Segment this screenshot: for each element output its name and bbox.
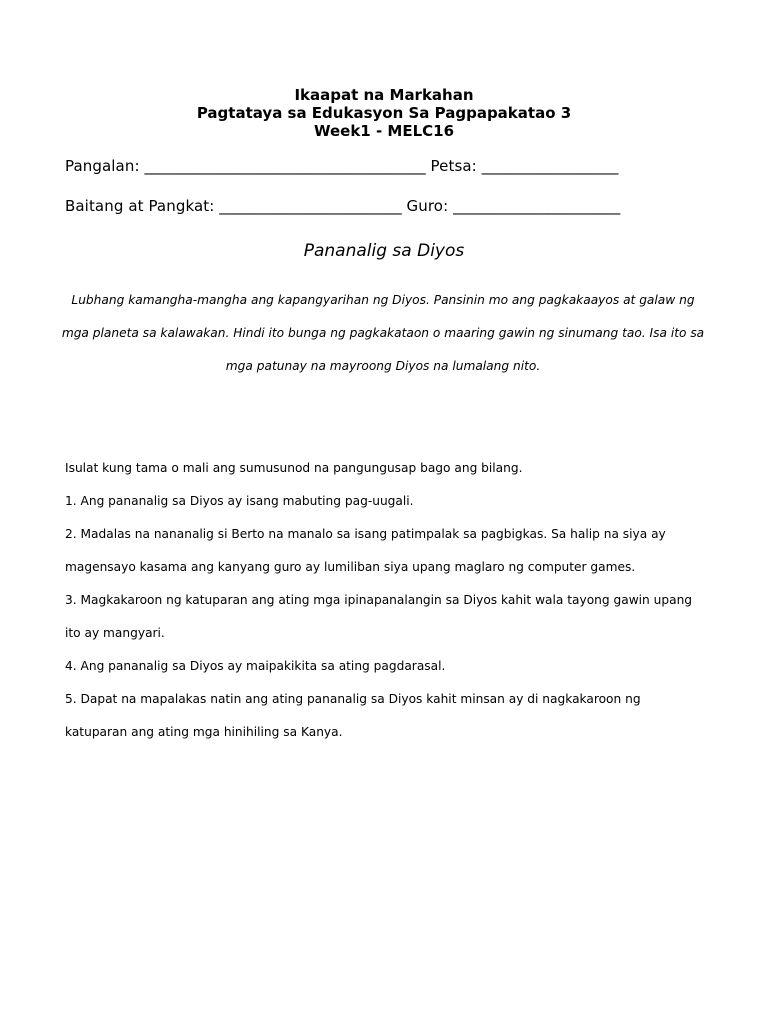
- intro-paragraph: Lubhang kamangha-mangha ang kapangyarihan ng Diyos. Pansinin mo ang pagkakaayos at galaw ng mga planeta sa kalawakan. Hindi ito bunga ng pagkakataon o maaring gawin ng sinumang tao. Isa ito sa mga patunay na mayroong Diyos na lumalang nito.: [61, 293, 705, 373]
- question-item: 1. Ang pananalig sa Diyos ay isang mabuting pag-uugali.: [65, 494, 414, 508]
- name-date-field: Pangalan: _____________________________________ Petsa: __________________: [65, 157, 619, 175]
- grade-teacher-field: Baitang at Pangkat: ________________________ Guro: ______________________: [65, 197, 621, 215]
- question-item: 3. Magkakaroon ng katuparan ang ating mga ipinapanalangin sa Diyos kahit wala tayong gawin upang ito ay mangyari.: [65, 593, 693, 640]
- quarter-heading: Ikaapat na Markahan: [294, 86, 474, 104]
- question-item: 5. Dapat na mapalakas natin ang ating pananalig sa Diyos kahit minsan ay di nagkakaroon ng katuparan ang ating mga hinihiling sa Kanya.: [65, 692, 641, 739]
- week-heading: Week1 - MELC16: [313, 122, 455, 140]
- question-item: 2. Madalas na nananalig si Berto na manalo sa isang patimpalak sa pagbigkas. Sa halip na siya ay magensayo kasama ang kanyang guro ay lumiliban siya upang maglaro ng computer games.: [65, 527, 666, 574]
- lesson-title: Pananalig sa Diyos: [303, 241, 465, 261]
- worksheet-header: [0, 86, 768, 140]
- questions-section: [65, 452, 705, 749]
- subject-heading: Pagtataya sa Edukasyon Sa Pagpapakatao 3: [196, 104, 572, 122]
- instructions-text: Isulat kung tama o mali ang sumusunod na pangungusap bago ang bilang.: [65, 461, 523, 475]
- question-item: 4. Ang pananalig sa Diyos ay maipakikita sa ating pagdarasal.: [65, 659, 446, 673]
